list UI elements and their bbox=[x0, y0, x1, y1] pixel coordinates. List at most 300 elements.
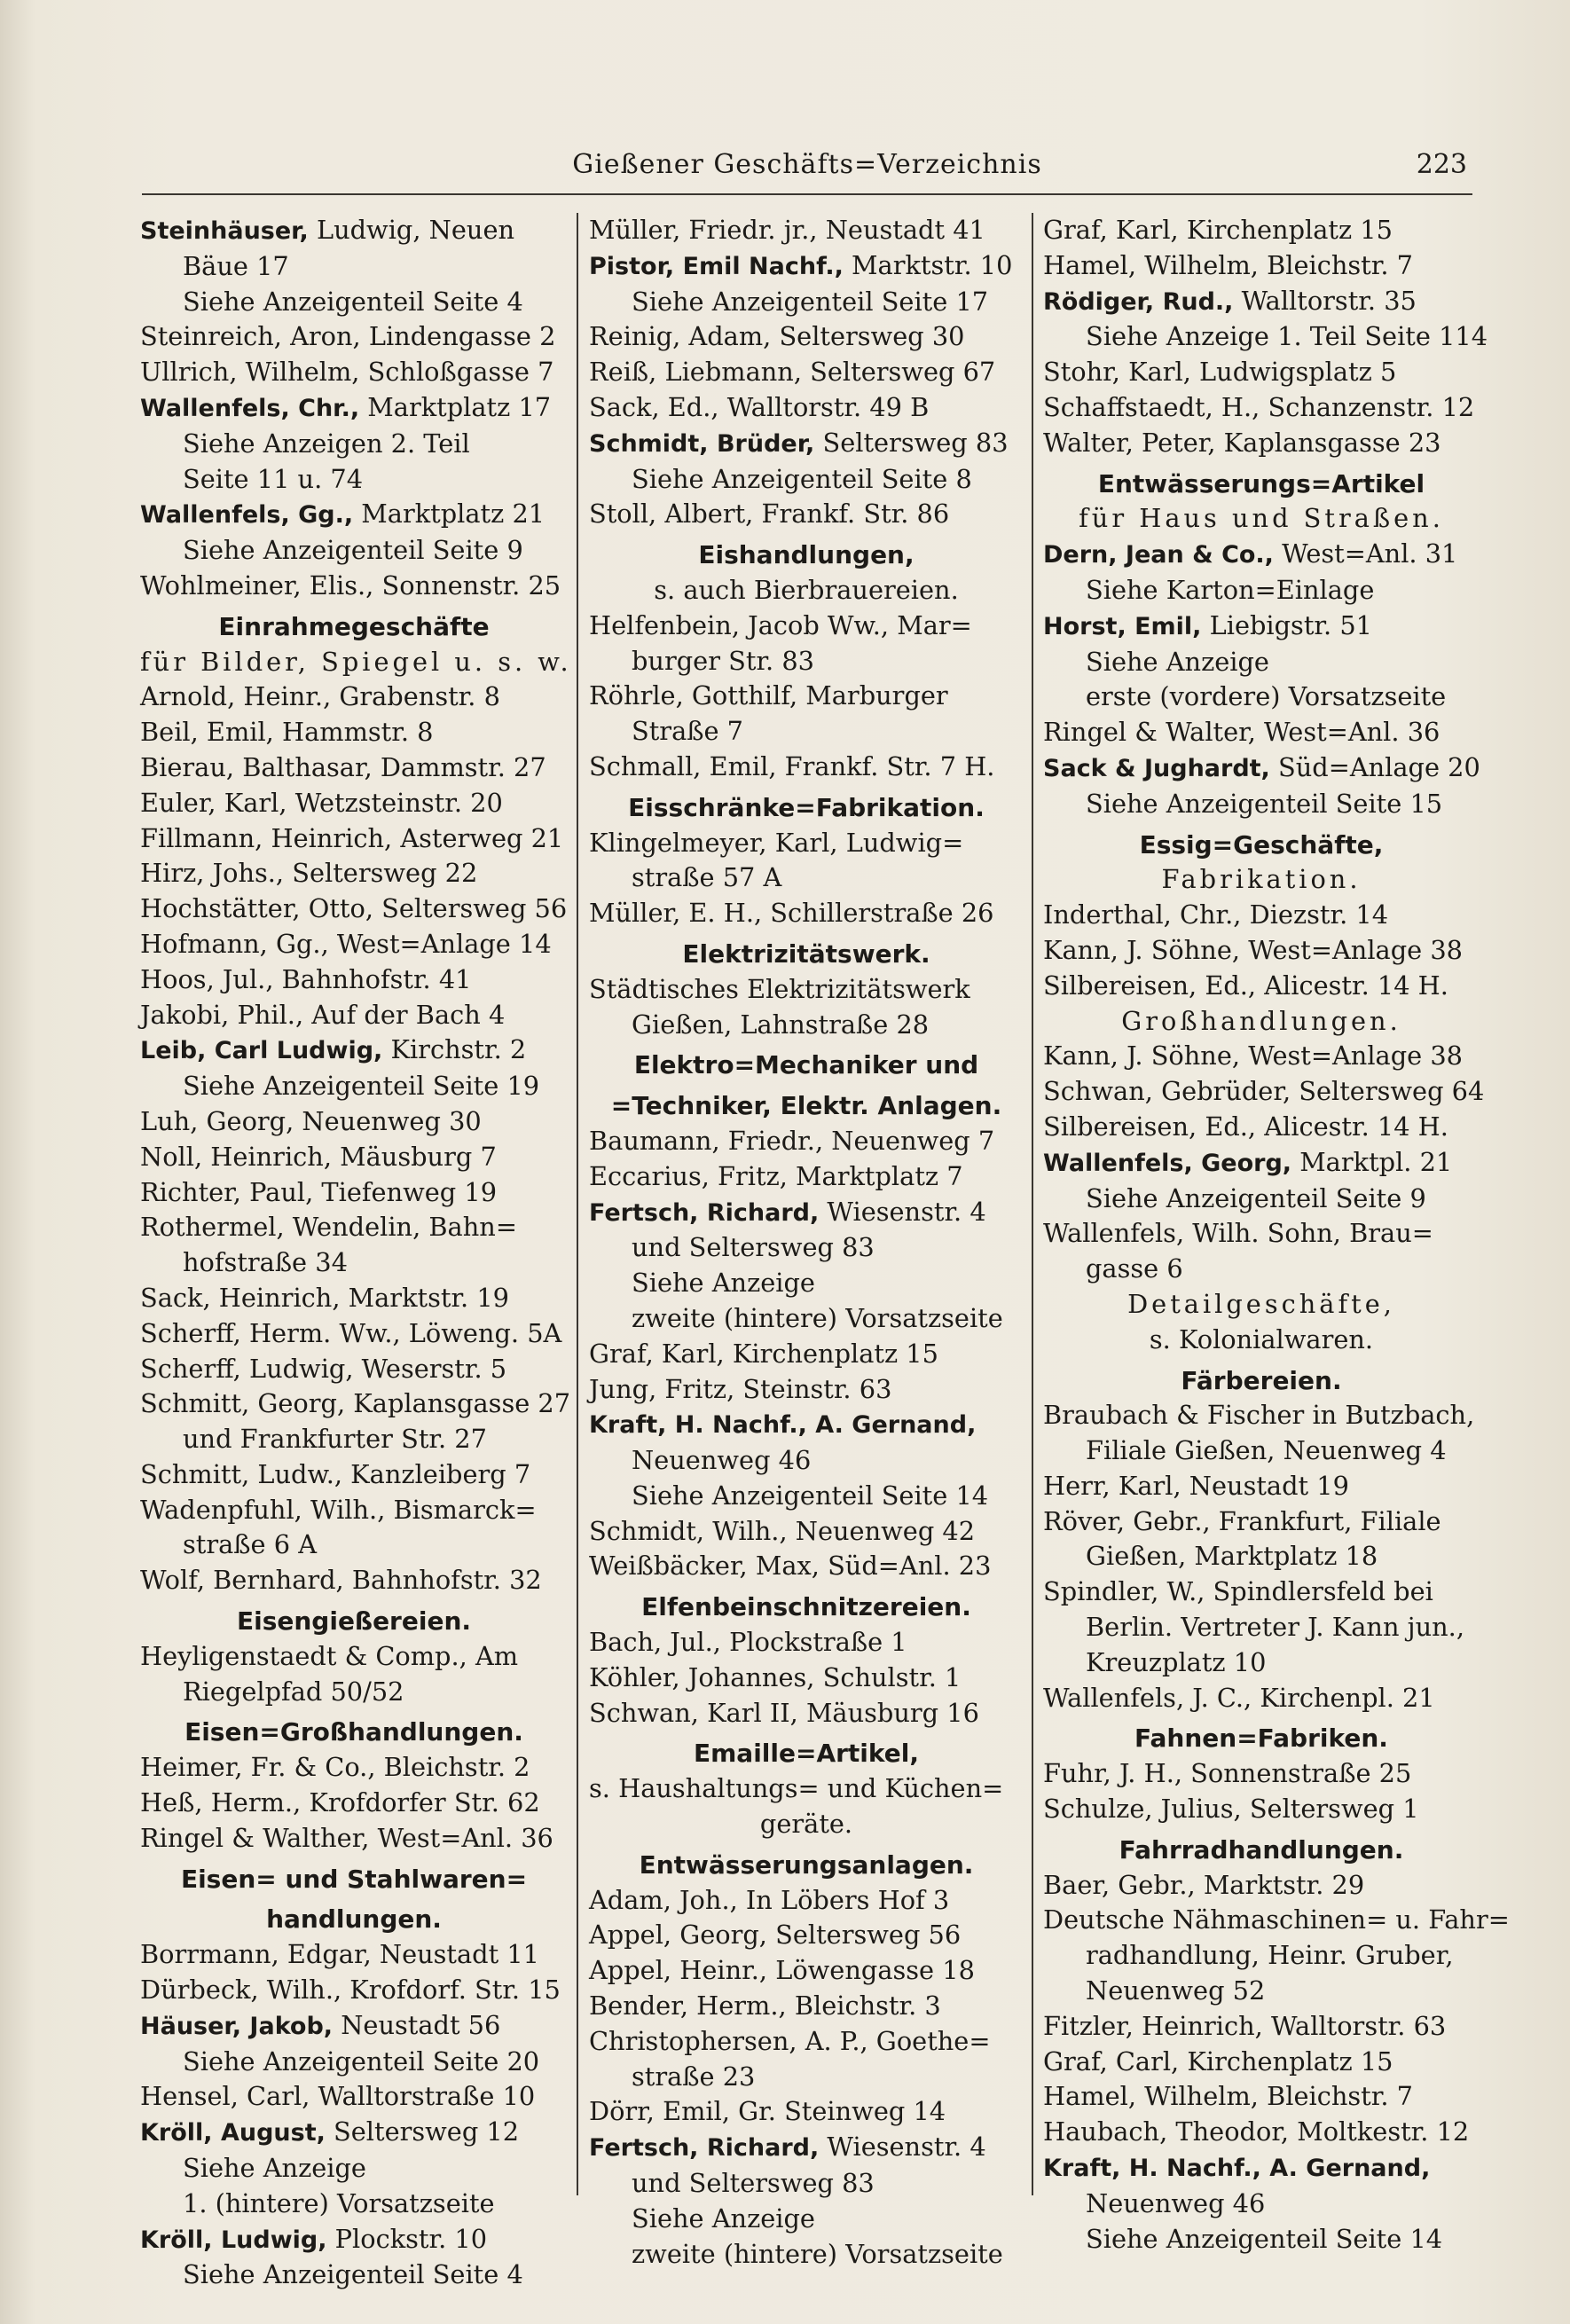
directory-entry bbox=[589, 1372, 1024, 1408]
directory-entry bbox=[589, 1771, 1024, 1807]
directory-entry bbox=[589, 1195, 1024, 1231]
category-heading bbox=[1043, 467, 1480, 502]
directory-entry bbox=[140, 1352, 568, 1387]
entry-text: Eishandlungen, bbox=[698, 540, 915, 570]
entry-text: Schulze, Julius, Seltersweg 1 bbox=[1043, 1794, 1419, 1825]
entry-continuation bbox=[140, 1069, 568, 1104]
entry-text: Christophersen, A. P., Goethe= bbox=[589, 2025, 991, 2056]
entry-text: Fillmann, Heinrich, Asterweg 21 bbox=[140, 822, 564, 853]
entry-text: Gießen, Marktplatz 18 bbox=[1086, 1541, 1378, 1572]
directory-entry bbox=[589, 1549, 1024, 1584]
firm-name: Leib, Carl Ludwig, bbox=[140, 1037, 383, 1065]
entry-text: Essig=Geschäfte, bbox=[1139, 829, 1384, 860]
entry-continuation bbox=[140, 2257, 568, 2293]
column-divider bbox=[577, 213, 578, 2195]
entry-text: Marktpl. 21 bbox=[1291, 1146, 1453, 1177]
directory-entry bbox=[1043, 1792, 1480, 1827]
entry-text: Silbereisen, Ed., Alicestr. 14 H. bbox=[1043, 970, 1448, 1001]
entry-continuation bbox=[140, 533, 568, 569]
entry-text: Helfenbein, Jacob Ww., Mar= bbox=[589, 609, 972, 640]
entry-text: Siehe Anzeigenteil Seite 8 bbox=[632, 463, 972, 494]
directory-entry bbox=[589, 1514, 1024, 1550]
entry-text: straße 23 bbox=[632, 2061, 756, 2092]
entry-continuation bbox=[140, 285, 568, 320]
entry-text: Marktplatz 21 bbox=[353, 499, 546, 530]
directory-entry bbox=[140, 1281, 568, 1316]
directory-entry bbox=[140, 2222, 568, 2258]
entry-text: Heyligenstaedt & Comp., Am bbox=[140, 1640, 519, 1671]
firm-name: Dern, Jean & Co., bbox=[1043, 541, 1274, 569]
directory-entry bbox=[1043, 898, 1480, 933]
entry-continuation bbox=[589, 2237, 1024, 2273]
entry-text: Bender, Herm., Bleichstr. 3 bbox=[589, 1990, 941, 2022]
directory-entry bbox=[140, 2115, 568, 2151]
firm-name: Häuser, Jakob, bbox=[140, 2012, 334, 2040]
entry-continuation bbox=[589, 2166, 1024, 2202]
entry-text: Wolf, Bernhard, Bahnhofstr. 32 bbox=[140, 1565, 542, 1596]
category-heading bbox=[589, 1736, 1024, 1771]
entry-text: Siehe Anzeigenteil Seite 9 bbox=[1086, 1182, 1426, 1213]
directory-entry bbox=[589, 972, 1024, 1008]
directory-entry bbox=[589, 1883, 1024, 1919]
directory-entry bbox=[1043, 426, 1480, 461]
directory-entry bbox=[1043, 2045, 1480, 2080]
directory-entry bbox=[140, 497, 568, 533]
directory-entry bbox=[140, 821, 568, 857]
entry-text: Süd=Anlage 20 bbox=[1269, 751, 1480, 782]
category-subheading bbox=[1043, 1004, 1480, 1040]
entry-text: Weißbäcker, Max, Süd=Anl. 23 bbox=[589, 1551, 992, 1582]
entry-text: Hamel, Wilhelm, Bleichstr. 7 bbox=[1043, 2081, 1413, 2112]
directory-entry bbox=[589, 213, 1024, 248]
directory-entry bbox=[1043, 2079, 1480, 2115]
entry-text: Baer, Gebr., Marktstr. 29 bbox=[1043, 1869, 1365, 1900]
entry-text: s. Haushaltungs= und Küchen= bbox=[589, 1773, 1004, 1804]
entry-text: s. Kolonialwaren. bbox=[1149, 1323, 1374, 1354]
entry-text: Detailgeschäfte, bbox=[1127, 1288, 1395, 1319]
entry-text: Neustadt 56 bbox=[333, 2009, 501, 2040]
directory-entry bbox=[589, 1953, 1024, 1989]
directory-entry bbox=[140, 1457, 568, 1493]
directory-entry bbox=[589, 750, 1024, 785]
entry-text: Wiesenstr. 4 bbox=[819, 1196, 986, 1227]
directory-entry bbox=[589, 355, 1024, 390]
entry-text: Heß, Herm., Krofdorfer Str. 62 bbox=[140, 1787, 540, 1818]
entry-text: Hochstätter, Otto, Seltersweg 56 bbox=[140, 893, 568, 924]
entry-text: Schmitt, Ludw., Kanzleiberg 7 bbox=[140, 1458, 531, 1489]
firm-name: Schmidt, Brüder, bbox=[589, 429, 815, 458]
directory-entry bbox=[589, 1407, 1024, 1443]
entry-text: Adam, Joh., In Löbers Hof 3 bbox=[589, 1884, 950, 1915]
entry-text: Schmitt, Georg, Kaplansgasse 27 bbox=[140, 1388, 571, 1419]
column-1 bbox=[140, 213, 572, 2290]
entry-text: Appel, Georg, Seltersweg 56 bbox=[589, 1920, 962, 1951]
entry-continuation bbox=[140, 1675, 568, 1710]
entry-continuation bbox=[589, 714, 1024, 750]
entry-text: Rothermel, Wendelin, Bahn= bbox=[140, 1212, 517, 1243]
entry-continuation bbox=[1043, 1974, 1480, 2009]
entry-text: Ludwig, Neuen bbox=[308, 215, 515, 245]
entry-text: Neuenweg 46 bbox=[632, 1445, 812, 1476]
category-heading bbox=[589, 1590, 1024, 1625]
entry-text: Reinig, Adam, Seltersweg 30 bbox=[589, 321, 965, 352]
entry-text: Siehe Anzeigenteil Seite 19 bbox=[183, 1071, 540, 1102]
directory-entry bbox=[140, 2008, 568, 2045]
directory-entry bbox=[589, 426, 1024, 462]
entry-continuation bbox=[140, 2045, 568, 2080]
directory-entry bbox=[1043, 1145, 1480, 1182]
entry-text: straße 6 A bbox=[183, 1529, 317, 1560]
firm-name: Sack & Jughardt, bbox=[1043, 754, 1270, 782]
category-note bbox=[1043, 1323, 1480, 1358]
entry-text: Bierau, Balthasar, Dammstr. 27 bbox=[140, 751, 546, 782]
entry-text: und Seltersweg 83 bbox=[632, 2168, 875, 2199]
entry-continuation bbox=[589, 1301, 1024, 1337]
entry-text: Filiale Gießen, Neuenweg 4 bbox=[1086, 1435, 1447, 1466]
directory-entry bbox=[1043, 1574, 1480, 1610]
directory-entry bbox=[140, 1386, 571, 1422]
entry-text: Siehe Anzeige bbox=[632, 2202, 815, 2234]
directory-entry bbox=[1043, 1504, 1480, 1540]
entry-text: Herr, Karl, Neustadt 19 bbox=[1043, 1470, 1349, 1501]
entry-continuation bbox=[589, 462, 1024, 498]
directory-entry bbox=[589, 1661, 1024, 1696]
entry-text: Kirchstr. 2 bbox=[382, 1034, 527, 1065]
entry-text: Fahnen=Fabriken. bbox=[1134, 1723, 1388, 1754]
entry-text: zweite (hintere) Vorsatzseite bbox=[632, 2238, 1003, 2269]
category-heading bbox=[140, 1902, 568, 1937]
entry-text: burger Str. 83 bbox=[632, 645, 814, 676]
entry-continuation bbox=[589, 1008, 1024, 1043]
entry-text: Schwan, Karl II, Mäusburg 16 bbox=[589, 1697, 979, 1728]
entry-text: Ullrich, Wilhelm, Schloßgasse 7 bbox=[140, 357, 554, 388]
entry-continuation bbox=[589, 285, 1024, 320]
column-divider bbox=[1032, 213, 1033, 2195]
entry-continuation bbox=[140, 249, 568, 285]
directory-entry bbox=[140, 569, 568, 604]
entry-text: Hensel, Carl, Walltorstraße 10 bbox=[140, 2081, 536, 2112]
firm-name: Wallenfels, Georg, bbox=[1043, 1149, 1292, 1177]
entry-continuation bbox=[1043, 787, 1480, 822]
entry-text: Eisen= und Stahlwaren= bbox=[180, 1864, 528, 1894]
entry-continuation bbox=[140, 462, 568, 498]
entry-text: Graf, Karl, Kirchenplatz 15 bbox=[1043, 215, 1393, 245]
entry-text: Wallenfels, Wilh. Sohn, Brau= bbox=[1043, 1218, 1433, 1249]
category-heading bbox=[589, 1088, 1024, 1124]
entry-text: Dörr, Emil, Gr. Steinweg 14 bbox=[589, 2096, 946, 2127]
entry-continuation bbox=[1043, 1182, 1480, 1217]
entry-text: Wiesenstr. 4 bbox=[819, 2132, 986, 2163]
entry-text: Schaffstaedt, H., Schanzenstr. 12 bbox=[1043, 391, 1475, 422]
entry-continuation bbox=[1043, 1610, 1480, 1645]
category-heading bbox=[140, 609, 568, 645]
directory-entry bbox=[589, 1337, 1024, 1372]
entry-text: Appel, Heinr., Löwengasse 18 bbox=[589, 1955, 975, 1986]
directory-entry bbox=[1043, 608, 1480, 645]
category-heading bbox=[589, 1848, 1024, 1883]
entry-text: Heimer, Fr. & Co., Bleichstr. 2 bbox=[140, 1752, 530, 1783]
entry-text: Arnold, Heinr., Grabenstr. 8 bbox=[140, 681, 500, 712]
directory-entry bbox=[140, 1316, 568, 1352]
entry-text: Kann, J. Söhne, West=Anlage 38 bbox=[1043, 1040, 1463, 1072]
entry-text: Wohlmeiner, Elis., Sonnenstr. 25 bbox=[140, 569, 561, 601]
entry-continuation bbox=[1043, 1433, 1480, 1469]
entry-text: Richter, Paul, Tiefenweg 19 bbox=[140, 1176, 498, 1207]
entry-text: Fitzler, Heinrich, Walltorstr. 63 bbox=[1043, 2010, 1447, 2041]
directory-entry bbox=[589, 497, 1024, 532]
directory-entry bbox=[140, 1140, 568, 1175]
entry-text: Ringel & Walther, West=Anl. 36 bbox=[140, 1822, 553, 1853]
entry-text: Graf, Carl, Kirchenplatz 15 bbox=[1043, 2045, 1393, 2077]
entry-text: Hofmann, Gg., West=Anlage 14 bbox=[140, 928, 552, 959]
directory-entry bbox=[140, 1639, 568, 1675]
directory-entry bbox=[1043, 355, 1480, 390]
entry-text: straße 57 A bbox=[632, 862, 782, 893]
category-note bbox=[589, 573, 1024, 608]
entry-text: Klingelmeyer, Karl, Ludwig= bbox=[589, 827, 964, 858]
directory-entry bbox=[140, 213, 568, 249]
directory-entry bbox=[140, 715, 568, 750]
column-2 bbox=[589, 213, 1024, 2269]
firm-name: Pistor, Emil Nachf., bbox=[589, 252, 844, 280]
entry-text: Bäue 17 bbox=[183, 250, 289, 281]
entry-text: für Bilder, Spiegel u. s. w. bbox=[140, 646, 572, 677]
entry-text: Müller, Friedr. jr., Neustadt 41 bbox=[589, 215, 985, 245]
entry-text: Borrmann, Edgar, Neustadt 11 bbox=[140, 1939, 539, 1970]
directory-entry bbox=[589, 896, 1024, 931]
directory-entry bbox=[140, 1973, 568, 2008]
directory-entry bbox=[140, 1493, 568, 1528]
entry-text: Eccarius, Fritz, Marktplatz 7 bbox=[589, 1160, 963, 1191]
directory-entry bbox=[140, 1210, 568, 1245]
entry-text: Kann, J. Söhne, West=Anlage 38 bbox=[1043, 934, 1463, 965]
entry-text: Siehe Anzeigenteil Seite 14 bbox=[1086, 2223, 1443, 2254]
entry-continuation bbox=[1043, 319, 1488, 355]
category-heading bbox=[589, 538, 1024, 573]
entry-continuation bbox=[140, 1245, 568, 1281]
category-heading bbox=[589, 937, 1024, 972]
directory-entry bbox=[140, 390, 568, 427]
firm-name: Fertsch, Richard, bbox=[589, 2134, 820, 2163]
entry-text: Städtisches Elektrizitätswerk bbox=[589, 973, 970, 1004]
entry-text: Siehe Anzeige 1. Teil Seite 114 bbox=[1086, 321, 1488, 352]
directory-entry bbox=[589, 2094, 1024, 2130]
entry-text: und Frankfurter Str. 27 bbox=[183, 1424, 487, 1455]
entry-text: Entwässerungs=Artikel bbox=[1097, 468, 1425, 499]
entry-text: Steinreich, Aron, Lindengasse 2 bbox=[140, 321, 556, 352]
category-subheading bbox=[1043, 862, 1480, 898]
directory-entry bbox=[589, 1124, 1024, 1159]
directory-entry bbox=[589, 1159, 1024, 1195]
entry-text: Inderthal, Chr., Diezstr. 14 bbox=[1043, 899, 1389, 930]
entry-text: Schwan, Gebrüder, Seltersweg 64 bbox=[1043, 1076, 1485, 1107]
entry-continuation bbox=[589, 644, 1024, 679]
directory-entry bbox=[140, 1937, 568, 1973]
entry-continuation bbox=[1043, 2222, 1480, 2257]
entry-text: West=Anl. 31 bbox=[1273, 538, 1458, 569]
firm-name: Kraft, H. Nachf., A. Gernand, bbox=[589, 1411, 977, 1440]
entry-text: gasse 6 bbox=[1086, 1253, 1183, 1284]
directory-entry bbox=[140, 786, 568, 821]
entry-text: Siehe Anzeige bbox=[1086, 646, 1269, 677]
entry-text: Hirz, Johs., Seltersweg 22 bbox=[140, 858, 478, 889]
entry-text: Walter, Peter, Kaplansgasse 23 bbox=[1043, 427, 1441, 458]
entry-text: Fahrradhandlungen. bbox=[1119, 1834, 1404, 1865]
directory-entry bbox=[589, 319, 1024, 355]
directory-entry bbox=[1043, 1110, 1480, 1145]
entry-text: Röhrle, Gotthilf, Marburger bbox=[589, 680, 948, 711]
category-note bbox=[589, 1807, 1024, 1842]
directory-entry bbox=[1043, 969, 1480, 1004]
directory-entry bbox=[140, 679, 568, 715]
entry-text: für Haus und Straßen. bbox=[1079, 503, 1444, 534]
entry-text: Noll, Heinrich, Mäusburg 7 bbox=[140, 1141, 497, 1172]
entry-text: handlungen. bbox=[266, 1904, 442, 1935]
entry-text: Eisengießereien. bbox=[236, 1606, 472, 1637]
directory-entry bbox=[1043, 284, 1480, 320]
entry-text: Jakobi, Phil., Auf der Bach 4 bbox=[140, 999, 506, 1030]
directory-entry bbox=[1043, 2009, 1480, 2045]
category-heading bbox=[140, 1715, 568, 1750]
entry-text: Plockstr. 10 bbox=[326, 2223, 488, 2254]
entry-text: Siehe Anzeigenteil Seite 20 bbox=[183, 2045, 540, 2077]
directory-entry bbox=[1043, 715, 1480, 750]
directory-entry bbox=[140, 1786, 568, 1821]
entry-text: 1. (hintere) Vorsatzseite bbox=[183, 2187, 495, 2218]
directory-entry bbox=[1043, 1074, 1485, 1110]
category-heading bbox=[1043, 1363, 1480, 1399]
entry-continuation bbox=[589, 1479, 1024, 1514]
entry-text: Liebigstr. 51 bbox=[1201, 609, 1372, 640]
entry-text: Berlin. Vertreter J. Kann jun., bbox=[1086, 1612, 1464, 1643]
directory-entry bbox=[589, 608, 1024, 644]
entry-text: Sack, Ed., Walltorstr. 49 B bbox=[589, 391, 930, 422]
directory-entry bbox=[1043, 1681, 1480, 1716]
entry-text: Kreuzplatz 10 bbox=[1086, 1646, 1267, 1677]
directory-entry bbox=[1043, 537, 1480, 573]
entry-text: erste (vordere) Vorsatzseite bbox=[1086, 681, 1447, 712]
directory-entry bbox=[1043, 2115, 1480, 2150]
directory-entry bbox=[589, 1696, 1024, 1731]
entry-text: Euler, Karl, Wetzsteinstr. 20 bbox=[140, 787, 503, 818]
entry-text: Eisschränke=Fabrikation. bbox=[628, 792, 985, 822]
firm-name: Steinhäuser, bbox=[140, 217, 309, 245]
entry-text: Marktplatz 17 bbox=[359, 391, 552, 422]
entry-text: Siehe Anzeigen 2. Teil bbox=[183, 428, 470, 459]
entry-text: Siehe Anzeigenteil Seite 14 bbox=[632, 1480, 989, 1511]
entry-text: Graf, Karl, Kirchenplatz 15 bbox=[589, 1338, 938, 1369]
entry-continuation bbox=[140, 1422, 568, 1457]
category-heading bbox=[589, 790, 1024, 826]
category-heading bbox=[1043, 1721, 1480, 1756]
entry-continuation bbox=[1043, 1252, 1480, 1287]
entry-text: Elektrizitätswerk. bbox=[682, 938, 930, 969]
directory-entry bbox=[140, 1563, 568, 1598]
entry-continuation bbox=[1043, 1645, 1480, 1681]
directory-entry bbox=[140, 355, 568, 390]
entry-text: Siehe Anzeigenteil Seite 17 bbox=[632, 286, 989, 317]
directory-entry bbox=[140, 856, 568, 891]
entry-text: Großhandlungen. bbox=[1121, 1005, 1401, 1036]
entry-text: radhandlung, Heinr. Gruber, bbox=[1086, 1940, 1454, 1971]
directory-entry bbox=[589, 679, 1024, 714]
category-heading bbox=[589, 1048, 1024, 1083]
firm-name: Wallenfels, Gg., bbox=[140, 501, 354, 530]
entry-text: Neuenweg 46 bbox=[1086, 2187, 1266, 2218]
directory-entry bbox=[1043, 1903, 1510, 1938]
entry-text: Fabrikation. bbox=[1161, 864, 1362, 895]
entry-text: Braubach & Fischer in Butzbach, bbox=[1043, 1400, 1475, 1431]
directory-entry bbox=[1043, 1039, 1480, 1074]
entry-continuation bbox=[140, 2187, 568, 2222]
firm-name: Rödiger, Rud., bbox=[1043, 287, 1234, 316]
entry-text: Marktstr. 10 bbox=[843, 249, 1013, 280]
category-heading bbox=[140, 1604, 568, 1639]
directory-entry bbox=[140, 750, 568, 786]
entry-text: Schmall, Emil, Frankf. Str. 7 H. bbox=[589, 750, 995, 781]
entry-text: Siehe Anzeigenteil Seite 4 bbox=[183, 286, 523, 317]
entry-continuation bbox=[589, 1230, 1024, 1266]
entry-text: Spindler, W., Spindlersfeld bei bbox=[1043, 1576, 1433, 1607]
entry-continuation bbox=[140, 427, 568, 462]
entry-text: Seltersweg 12 bbox=[325, 2116, 520, 2147]
directory-entry bbox=[140, 319, 568, 355]
firm-name: Kröll, Ludwig, bbox=[140, 2226, 327, 2254]
entry-text: Reiß, Liebmann, Seltersweg 67 bbox=[589, 357, 996, 388]
entry-continuation bbox=[1043, 2187, 1480, 2222]
entry-text: Sack, Heinrich, Marktstr. 19 bbox=[140, 1282, 509, 1313]
entry-text: Stoll, Albert, Frankf. Str. 86 bbox=[589, 499, 950, 530]
entry-continuation bbox=[140, 1527, 568, 1563]
entry-text: Müller, E. H., Schillerstraße 26 bbox=[589, 898, 994, 929]
directory-entry bbox=[140, 1104, 568, 1140]
firm-name: Kröll, August, bbox=[140, 2119, 326, 2147]
directory-entry bbox=[140, 1750, 568, 1786]
entry-text: Ringel & Walter, West=Anl. 36 bbox=[1043, 717, 1440, 748]
category-heading bbox=[140, 1862, 568, 1897]
entry-continuation bbox=[589, 2202, 1024, 2237]
directory-entry bbox=[140, 998, 568, 1033]
entry-continuation bbox=[1043, 573, 1480, 608]
entry-continuation bbox=[1043, 1938, 1480, 1974]
directory-entry bbox=[589, 2024, 1024, 2060]
entry-text: Seltersweg 83 bbox=[814, 427, 1009, 458]
page-number: 223 bbox=[1416, 149, 1467, 180]
directory-entry bbox=[589, 1625, 1024, 1661]
entry-text: Stohr, Karl, Ludwigsplatz 5 bbox=[1043, 357, 1397, 388]
entry-text: Scherff, Herm. Ww., Löweng. 5A bbox=[140, 1317, 562, 1348]
entry-text: Siehe Anzeigenteil Seite 15 bbox=[1086, 788, 1443, 819]
column-3 bbox=[1043, 213, 1510, 2254]
entry-text: Siehe Anzeige bbox=[632, 1268, 815, 1299]
entry-text: Siehe Anzeigenteil Seite 4 bbox=[183, 2259, 523, 2290]
directory-entry bbox=[1043, 1216, 1480, 1252]
entry-text: Fuhr, J. H., Sonnenstraße 25 bbox=[1043, 1758, 1412, 1789]
directory-entry bbox=[1043, 1868, 1480, 1904]
directory-entry bbox=[589, 1989, 1024, 2024]
entry-text: Riegelpfad 50/52 bbox=[183, 1676, 404, 1707]
category-heading bbox=[1043, 828, 1480, 863]
category-subheading bbox=[1043, 1287, 1480, 1323]
entry-text: Straße 7 bbox=[632, 716, 743, 747]
directory-entry bbox=[1043, 248, 1480, 284]
directory-entry bbox=[140, 1175, 568, 1211]
entry-text: Siehe Karton=Einlage bbox=[1086, 574, 1375, 605]
directory-entry bbox=[1043, 2150, 1480, 2187]
entry-text: Röver, Gebr., Frankfurt, Filiale bbox=[1043, 1505, 1441, 1536]
directory-entry bbox=[140, 927, 568, 962]
entry-text: Gießen, Lahnstraße 28 bbox=[632, 1009, 930, 1040]
